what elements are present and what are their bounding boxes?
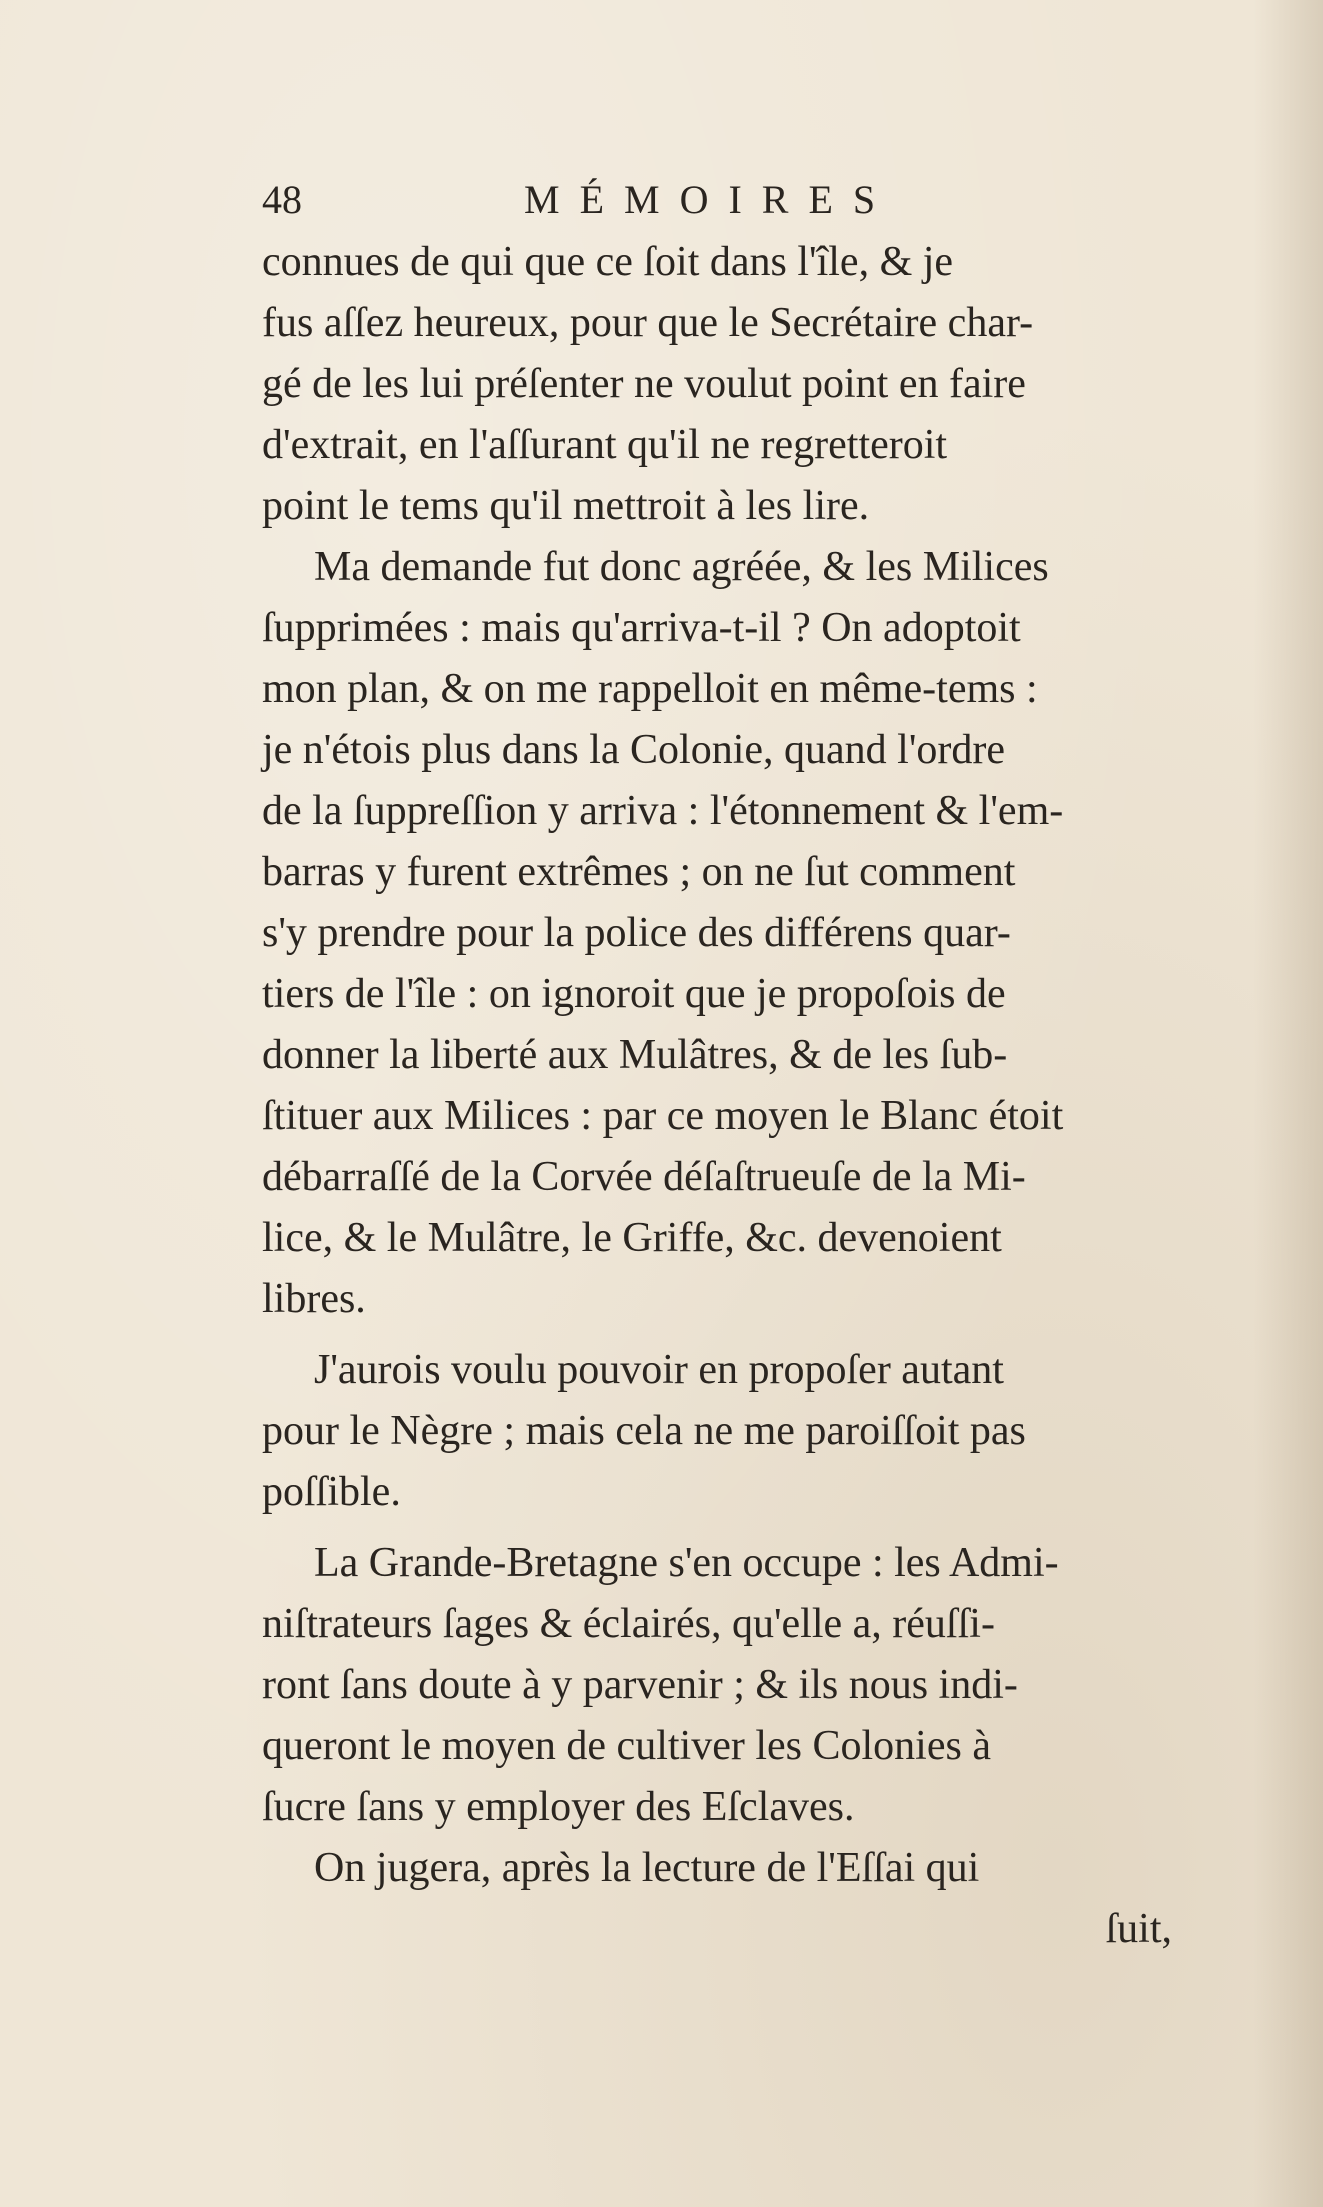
- text-line: queront le moyen de cultiver les Colonies à: [262, 1723, 991, 1769]
- text-line: niſtrateurs ſages & éclairés, qu'elle a, réuſſi-: [262, 1601, 995, 1647]
- text-line: point le tems qu'il mettroit à les lire.: [262, 483, 870, 529]
- text-line: mon plan, & on me rappelloit en même-tems :: [262, 666, 1038, 712]
- text-line: ront ſans doute à y parvenir ; & ils nous indi-: [262, 1662, 1018, 1708]
- text-line: poſſible.: [262, 1469, 401, 1515]
- text-line: d'extrait, en l'aſſurant qu'il ne regretteroit: [262, 422, 948, 468]
- text-line: débarraſſé de la Corvée déſaſtrueuſe de la Mi-: [262, 1154, 1026, 1200]
- text-line: ſupprimées : mais qu'arriva-t-il ? On adoptoit: [262, 605, 1021, 651]
- body-text: [262, 232, 1202, 1960]
- text-line: s'y prendre pour la police des différens quar-: [262, 910, 1011, 956]
- text-line: On jugera, après la lecture de l'Eſſai qui: [314, 1845, 980, 1891]
- text-line: donner la liberté aux Mulâtres, & de les ſub-: [262, 1032, 1008, 1078]
- text-line: pour le Nègre ; mais cela ne me paroiſſoit pas: [262, 1408, 1026, 1454]
- text-line: fus aſſez heureux, pour que le Secrétaire char-: [262, 300, 1034, 346]
- catchword: ſuit,: [1105, 1906, 1172, 1952]
- text-line: La Grande-Bretagne s'en occupe : les Admi-: [314, 1540, 1059, 1586]
- text-line: gé de les lui préſenter ne voulut point en faire: [262, 361, 1026, 407]
- text-line: barras y furent extrêmes ; on ne ſut comment: [262, 849, 1016, 895]
- text-line: connues de qui que ce ſoit dans l'île, & je: [262, 239, 954, 285]
- page-header: [262, 170, 1162, 240]
- text-line: J'aurois voulu pouvoir en propoſer autant: [314, 1347, 1004, 1393]
- text-line: ſtituer aux Milices : par ce moyen le Blanc étoit: [262, 1093, 1064, 1139]
- running-head: MÉMOIRES: [524, 177, 896, 222]
- text-line: de la ſuppreſſion y arriva : l'étonnement & l'em-: [262, 788, 1064, 834]
- text-line: libres.: [262, 1276, 366, 1322]
- text-line: ſucre ſans y employer des Eſclaves.: [262, 1784, 855, 1830]
- text-line: je n'étois plus dans la Colonie, quand l'ordre: [262, 727, 1005, 773]
- text-line: tiers de l'île : on ignoroit que je propoſois de: [262, 971, 1006, 1017]
- page-number: 48: [262, 177, 302, 222]
- page-edge-shadow: [1253, 0, 1323, 2207]
- text-line: Ma demande fut donc agréée, & les Milices: [314, 544, 1049, 590]
- text-line: lice, & le Mulâtre, le Griffe, &c. devenoient: [262, 1215, 1002, 1261]
